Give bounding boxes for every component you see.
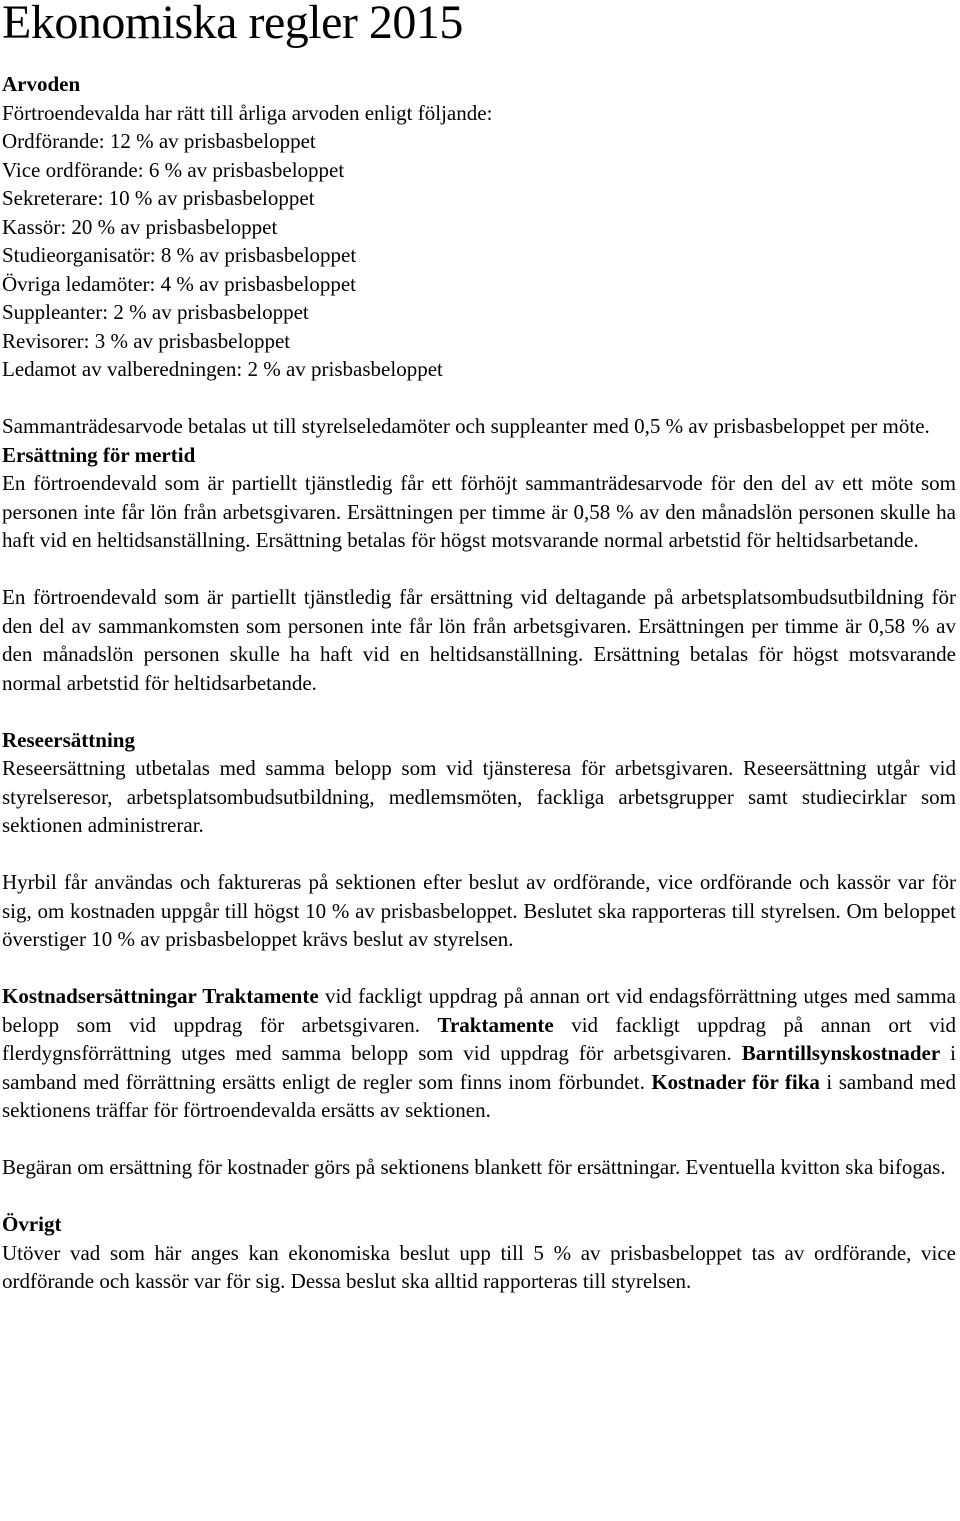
arvoden-item: Kassör: 20 % av prisbasbeloppet [2,214,278,239]
rese-section [2,726,956,840]
sammantrade-paragraph: Sammanträdesarvode betalas ut till styrelseledamöter och suppleanter med 0,5 % av prisbasbeloppet per möte. [2,414,930,438]
ovrigt-section [2,1210,956,1296]
kostnad-bold-1: Kostnadsersättningar Traktamente [2,984,319,1008]
mertid-heading: Ersättning för mertid [2,442,196,467]
arvoden-item: Vice ordförande: 6 % av prisbasbeloppet [2,157,345,182]
arvoden-intro: Förtroendevalda har rätt till årliga arvoden enligt följande: [2,100,493,125]
arvoden-item: Suppleanter: 2 % av prisbasbeloppet [2,300,309,324]
kostnad-text-3: i samband med förrättning ersätts enligt de regler som finns inom förbundet. [2,1041,956,1094]
ovrigt-paragraph: Utöver vad som här anges kan ekonomiska beslut upp till 5 % av prisbasbeloppet tas av ordförande, vice ordförande och kassör var för sig. Dessa beslut ska alltid rapporteras till styrelsen. [2,1240,956,1293]
arvoden-item: Övriga ledamöter: 4 % av prisbasbeloppet [2,271,356,296]
arvoden-item: Revisorer: 3 % av prisbasbeloppet [2,328,291,353]
arvoden-heading: Arvoden [2,72,81,96]
mertid-paragraph-1: En förtroendevald som är partiellt tjänstledig får ett förhöjt sammanträdesarvode för den del av ett möte som personen inte får lön från arbetsgivaren. Ersättningen per timme är 0,58 % av den månadslön personen skulle ha haft vid en heltidsanställning. Ersättning betalas för högst motsvarande normal arbetstid för heltidsarbetande. [2,471,956,552]
hyrbil-paragraph: Hyrbil får användas och faktureras på sektionen efter beslut av ordförande, vice ordförande och kassör var för sig, om kostnaden uppgår till högst 10 % av prisbasbeloppet. Beslutet ska rapporteras till styrelsen. Om beloppet överstiger 10 % av prisbasbeloppet krävs beslut av styrelsen. [2,870,956,951]
rese-paragraph-1: Reseersättning utbetalas med samma belopp som vid tjänsteresa för arbetsgivaren. Reseersättning utgår vid styrelseresor, arbetsplatsombudsutbildning, medlemsmöten, fackliga arbetsgrupper samt studiecirklar som sektionen administrerar. [2,756,956,837]
arvoden-section [2,70,956,384]
mertid-paragraph-2: En förtroendevald som är partiellt tjänstledig får ersättning vid deltagande på arbetsplatsombudsutbildning för den del av sammankomsten som personen inte får lön från arbetsgivaren. Ersättningen per timme är 0,58 % av den månadslön personen skulle ha haft vid en heltidsanställning. Ersättning betalas för högst motsvarande normal arbetstid för heltidsarbetande. [2,585,956,695]
begaran-paragraph: Begäran om ersättning för kostnader görs på sektionens blankett för ersättningar. Eventuella kvitton ska bifogas. [2,1155,946,1179]
kostnad-text-1: vid fackligt uppdrag på annan ort vid endagsförrättning utges med samma belopp som vid uppdrag för arbetsgivaren. [2,984,956,1037]
arvoden-item: Ledamot av valberedningen: 2 % av prisbasbeloppet [2,357,443,381]
ovrigt-heading: Övrigt [2,1212,62,1236]
kostnad-bold-3: Barntillsynskostnader [741,1041,941,1065]
arvoden-item: Sekreterare: 10 % av prisbasbeloppet [2,186,315,210]
kostnad-bold-4: Kostnader för fika [651,1069,820,1094]
kostnad-bold-2: Traktamente [437,1012,554,1037]
kostnad-text-2: vid fackligt uppdrag på annan ort vid flerdygnsförrättning utges med samma belopp som vid uppdrag för arbetsgivaren. [2,1012,956,1065]
kostnad-text-4: i samband med sektionens träffar för förtroendevalda ersätts av sektionen. [2,1069,957,1122]
arvoden-item: Studieorganisatör: 8 % av prisbasbeloppet [2,243,357,267]
page-title: Ekonomiska regler 2015 [2,0,463,49]
mertid-section [2,441,956,555]
arvoden-item: Ordförande: 12 % av prisbasbeloppet [2,129,316,153]
kostnad-paragraph [2,982,956,1125]
rese-heading: Reseersättning [2,727,135,752]
